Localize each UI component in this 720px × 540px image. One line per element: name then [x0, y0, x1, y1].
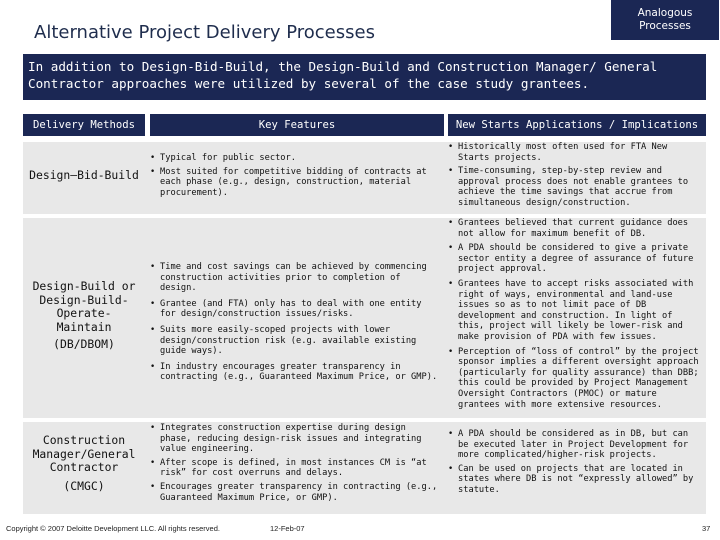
features-dbb	[150, 153, 442, 201]
method-line: (CMGC)	[63, 478, 105, 493]
table-row-db	[23, 218, 706, 418]
method-cmgc	[23, 434, 145, 493]
feature-item: • Grantee (and FTA) only has to deal with one entity for design/construction issues/risks.	[150, 299, 442, 320]
method-line: Design-Build or	[32, 279, 136, 293]
method-line: (DB/DBOM)	[53, 337, 115, 351]
feature-item: • Time and cost savings can be achieved by commencing construction activities prior to completion of design.	[150, 262, 442, 294]
implications-dbb	[448, 142, 702, 212]
banner-line2: Contractor approaches were utilized by several of the case study grantees.	[28, 75, 590, 91]
implication-item: • Can be used on projects that are located in states where DB is not “expressly allowed” by statute.	[448, 464, 702, 496]
feature-item: • Typical for public sector.	[150, 153, 442, 164]
section-tag	[611, 0, 719, 40]
implication-item: • Time-consuming, step-by-step review and approval process does not enable grantees to achieve the time savings that accrue from simultaneous design/construction.	[448, 166, 702, 208]
header-delivery-methods: Delivery Methods	[23, 114, 145, 136]
method-line: Contractor	[49, 460, 119, 474]
method-line: Manager/General	[32, 446, 136, 461]
method-line: Maintain	[56, 319, 112, 334]
implication-item: • Historically most often used for FTA New Starts projects.	[448, 142, 702, 163]
implication-item: • A PDA should be considered as in DB, but can be executed later in Project Development for more complicated/higher-risk projects.	[448, 429, 702, 461]
section-tag-line1: Analogous	[637, 7, 693, 19]
page-number: 37	[702, 524, 711, 533]
implications-db	[448, 218, 702, 413]
table-row-dbb	[23, 142, 706, 214]
feature-item: • Encourages greater transparency in contracting (e.g., Guaranteed Maximum Price, or GMP).	[150, 482, 442, 503]
table-row-cmgc	[23, 422, 706, 514]
header-key-features: Key Features	[150, 114, 444, 136]
feature-item: • In industry encourages greater transparency in contracting (e.g., Guaranteed Maximum Price, or GMP).	[150, 362, 442, 383]
feature-item: • After scope is defined, in most instances CM is “at risk” for cost overruns and delays.	[150, 458, 442, 479]
intro-banner	[23, 54, 706, 100]
features-db	[150, 262, 442, 386]
implication-item: • Grantees believed that current guidance does not allow for maximum benefit of DB.	[448, 218, 702, 239]
page-title: Alternative Project Delivery Processes	[34, 22, 375, 43]
implication-item: • Perception of “loss of control” by the project sponsor implies a different oversight approach (particularly for quality assurance) than DBB; this could be provided by Project Management Oversight Contractors (PMOC) or mature grantees with more extensive resources.	[448, 347, 702, 411]
method-line: Design–Bid-Build	[29, 168, 139, 182]
feature-item: • Suits more easily-scoped projects with lower design/construction risk (e.g. available existing guide ways).	[150, 325, 442, 357]
header-new-starts: New Starts Applications / Implications	[448, 114, 706, 136]
method-line: Construction	[42, 433, 126, 447]
method-db	[23, 280, 145, 352]
footer-copyright: Copyright © 2007 Deloitte Development LLC. All rights reserved.	[6, 524, 220, 533]
method-line: Operate-	[56, 306, 112, 320]
banner-line1: In addition to Design-Bid-Build, the Design-Build and Construction Manager/ General	[28, 59, 658, 74]
method-line: Design-Build-	[39, 292, 129, 307]
section-tag-line2: Processes	[639, 20, 691, 32]
implications-cmgc	[448, 429, 702, 499]
features-cmgc	[150, 423, 442, 506]
implication-item: • Grantees have to accept risks associated with right of ways, environmental and land-use issues so as to not limit pace of DB development and construction. In light of this, project will likely be lower-risk and make provision of PDA with few issues.	[448, 279, 702, 343]
method-dbb	[23, 169, 145, 183]
feature-item: • Integrates construction expertise during design phase, reducing design-risk issues and integrating value engineering.	[150, 423, 442, 455]
implication-item: • A PDA should be considered to give a private sector entity a degree of assurance of future project approval.	[448, 243, 702, 275]
footer-date: 12-Feb-07	[270, 524, 305, 533]
feature-item: • Most suited for competitive bidding of contracts at each phase (e.g., design, construction, material procurement).	[150, 167, 442, 199]
